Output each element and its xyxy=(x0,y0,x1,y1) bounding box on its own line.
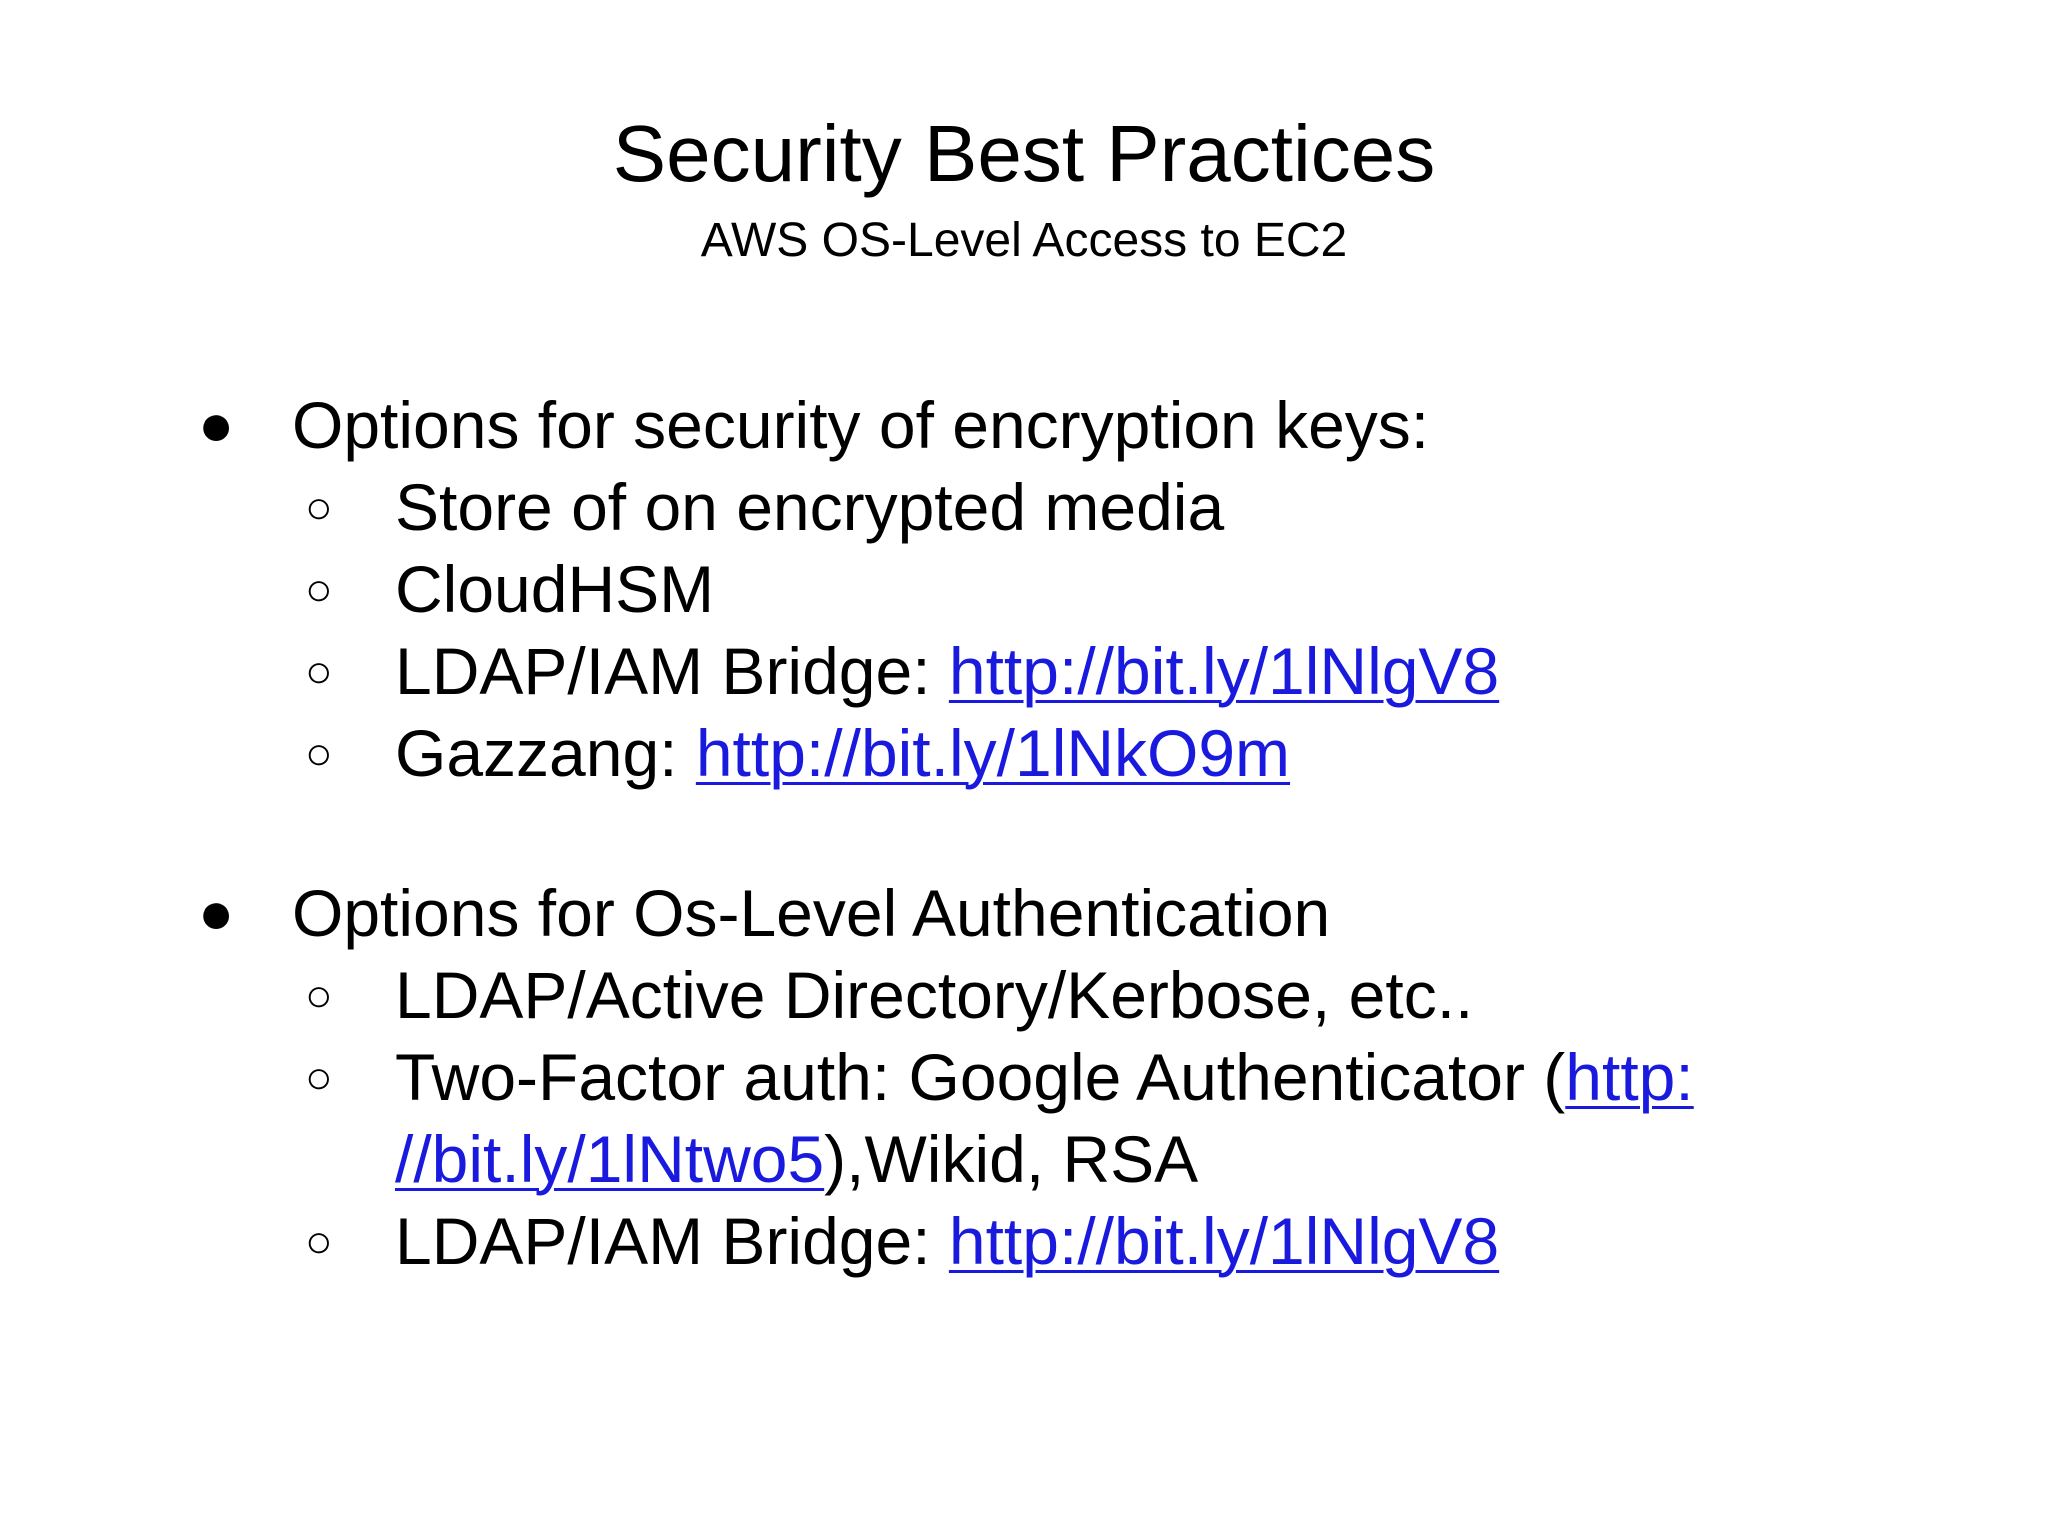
sub-bullet-icon: ○ xyxy=(305,727,333,779)
list-item-two-factor-line1 xyxy=(395,1036,1694,1118)
list-item-two-factor-line2 xyxy=(395,1118,1198,1200)
list-item-label: Gazzang: xyxy=(395,716,696,790)
list-item-label: LDAP/IAM Bridge: xyxy=(395,634,949,708)
gazzang-link[interactable]: http://bit.ly/1lNkO9m xyxy=(695,716,1291,790)
sub-bullet-icon: ○ xyxy=(305,969,333,1021)
ldap-iam-bridge-link[interactable]: http://bit.ly/1lNlgV8 xyxy=(948,634,1500,708)
list-item-ldap-ad-kerbose: LDAP/Active Directory/Kerbose, etc.. xyxy=(395,958,1474,1032)
bullet-icon: ● xyxy=(198,879,235,946)
list-item-encrypted-media: Store of on encrypted media xyxy=(395,470,1225,544)
list-item-ldap-iam-bridge-2 xyxy=(395,1200,1499,1282)
list-item-label: LDAP/IAM Bridge: xyxy=(395,1204,949,1278)
ldap-iam-bridge-link-2[interactable]: http://bit.ly/1lNlgV8 xyxy=(948,1204,1500,1278)
sub-bullet-icon: ○ xyxy=(305,1051,333,1103)
sub-bullet-icon: ○ xyxy=(305,481,333,533)
bullet-icon: ● xyxy=(198,391,235,458)
section-heading-os-level-auth: Options for Os-Level Authentication xyxy=(292,876,1331,950)
list-item-gazzang xyxy=(395,712,1290,794)
sub-bullet-icon: ○ xyxy=(305,645,333,697)
google-authenticator-link-part2[interactable]: //bit.ly/1lNtwo5 xyxy=(395,1122,825,1196)
list-item-cloudhsm: CloudHSM xyxy=(395,552,715,626)
list-item-label: Two-Factor auth: Google Authenticator ( xyxy=(395,1040,1566,1114)
list-item-ldap-iam-bridge xyxy=(395,630,1499,712)
list-item-suffix: ),Wikid, RSA xyxy=(824,1122,1199,1196)
google-authenticator-link-part1[interactable]: http: xyxy=(1565,1040,1694,1114)
sub-bullet-icon: ○ xyxy=(305,1215,333,1267)
section-heading-encryption-keys: Options for security of encryption keys: xyxy=(292,388,1430,462)
slide-title: Security Best Practices xyxy=(612,109,1436,198)
slide-subtitle: AWS OS-Level Access to EC2 xyxy=(700,214,1348,267)
sub-bullet-icon: ○ xyxy=(305,563,333,615)
